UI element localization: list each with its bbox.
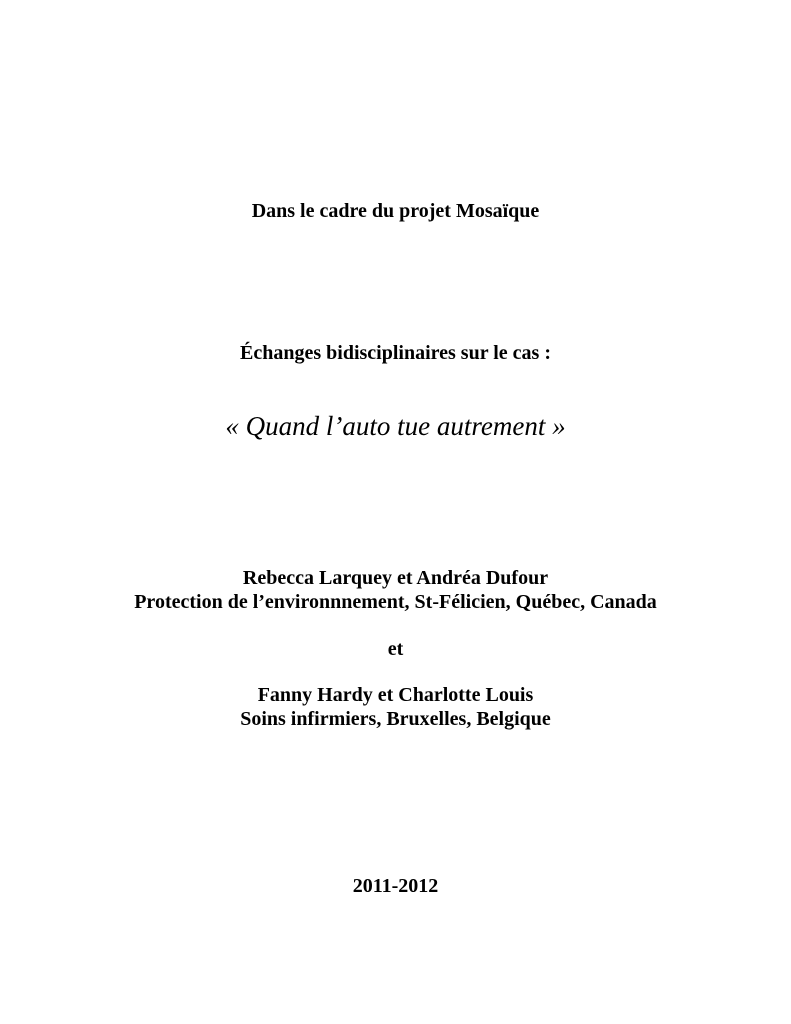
group1-names: Rebecca Larquey et Andréa Dufour <box>242 567 549 589</box>
year: 2011-2012 <box>352 875 439 897</box>
project-line: Dans le cadre du projet Mosaïque <box>251 200 540 222</box>
conjunction: et <box>387 638 404 660</box>
exchange-line: Échanges bidisciplinaires sur le cas : <box>240 342 551 364</box>
group2-names: Fanny Hardy et Charlotte Louis <box>257 684 534 706</box>
case-title: « Quand l’auto tue autrement » <box>225 411 566 441</box>
group2-affiliation: Soins infirmiers, Bruxelles, Belgique <box>240 708 551 730</box>
group1-affiliation: Protection de l’environnnement, St-Félicien, Québec, Canada <box>134 591 657 613</box>
